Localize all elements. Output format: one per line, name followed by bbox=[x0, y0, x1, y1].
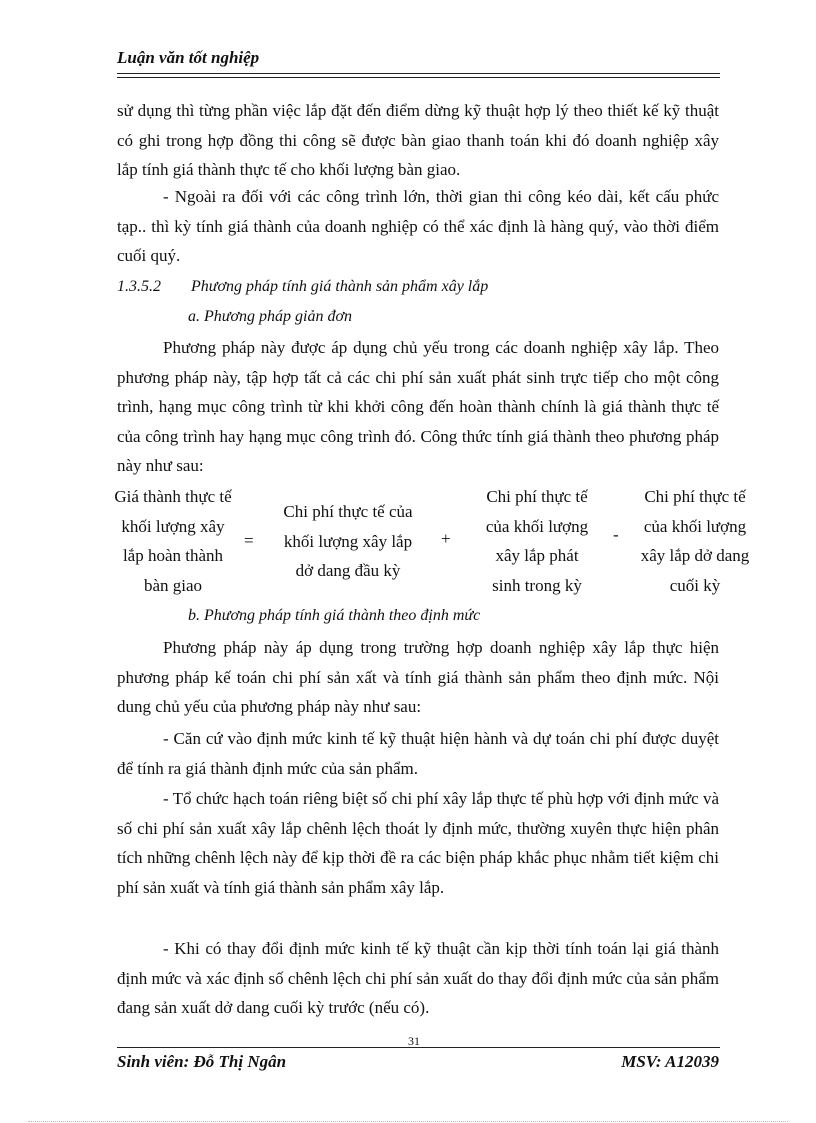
header-rule-bottom bbox=[117, 77, 720, 78]
paragraph-5: - Căn cứ vào định mức kinh tế kỹ thuật hiện hành và dự toán chi phí được duyệt để tính ra giá thành định mức của sản phẩm. bbox=[117, 729, 719, 778]
page-edge-divider bbox=[28, 1121, 788, 1122]
paragraph-4: Phương pháp này áp dụng trong trường hợp doanh nghiệp xây lắp thực hiện phương pháp kế toán chi phí sản xất và tính giá thành sản phẩm theo định mức. Nội dung chủ yếu của phương pháp này như sau: bbox=[117, 638, 719, 716]
section-title: Phương pháp tính giá thành sản phẩm xây lắp bbox=[191, 278, 489, 295]
formula-equals: = bbox=[244, 531, 254, 550]
header-title: Luận văn tốt nghiệp bbox=[117, 48, 260, 67]
formula-term-total: Giá thành thực tế khối lượng xây lắp hoàn thành bàn giao bbox=[114, 487, 232, 595]
paragraph-1: sử dụng thì từng phần việc lắp đặt đến điểm dừng kỹ thuật hợp lý theo thiết kế kỹ thuật có ghi trong hợp đồng thi công sẽ được bàn giao thanh toán khi đó doanh nghiệp xây lắp tính giá thành thực tế cho khối lượng bàn giao. bbox=[117, 101, 719, 179]
subheading-b: b. Phương pháp tính giá thành theo định mức bbox=[188, 607, 481, 624]
footer-rule bbox=[117, 1047, 720, 1048]
formula-term-opening-wip: Chi phí thực tế của khối lượng xây lắp dở dang đầu kỳ bbox=[283, 502, 413, 580]
subheading-a: a. Phương pháp giản đơn bbox=[188, 308, 353, 325]
section-number: 1.3.5.2 bbox=[117, 278, 161, 295]
footer-student-name: Sinh viên: Đỗ Thị Ngân bbox=[117, 1052, 287, 1071]
formula-plus: + bbox=[441, 529, 451, 548]
paragraph-3: Phương pháp này được áp dụng chủ yếu trong các doanh nghiệp xây lắp. Theo phương pháp này, tập hợp tất cả các chi phí sản xuất phát sinh trực tiếp cho một công trình, hạng mục công trình từ khi khởi công đến hoàn thành chính là giá thành thực tế của công trình hay hạng mục công trình đó. Công thức tính giá thành theo phương pháp này như sau: bbox=[117, 338, 719, 475]
paragraph-2: - Ngoài ra đối với các công trình lớn, thời gian thi công kéo dài, kết cấu phức tạp.. thì kỳ tính giá thành của doanh nghiệp có thể xác định là hàng quý, vào thời điểm cuối quý. bbox=[117, 187, 719, 265]
formula-term-closing-wip: Chi phí thực tế của khối lượng xây lắp dở dang cuối kỳ bbox=[640, 487, 750, 595]
footer-student-id: MSV: A12039 bbox=[621, 1052, 719, 1071]
paragraph-7: - Khi có thay đổi định mức kinh tế kỹ thuật cần kịp thời tính toán lại giá thành định mức và xác định số chênh lệch chi phí sản xuất do thay đổi định mức của sản phẩm đang sản xuất dở dang cuối kỳ trước (nếu có). bbox=[117, 939, 719, 1017]
paragraph-6: - Tổ chức hạch toán riêng biệt số chi phí xây lắp thực tế phù hợp với định mức và số chi phí sản xuất xây lắp chênh lệch thoát ly định mức, thường xuyên thực hiện phân tích những chênh lệch này để kịp thời đề ra các biện pháp khắc phục nhằm tiết kiệm chi phí sản xuất và tính giá thành sản phẩm xây lắp. bbox=[117, 789, 719, 897]
formula-term-period-cost: Chi phí thực tế của khối lượng xây lắp phát sinh trong kỳ bbox=[485, 487, 589, 595]
page-number: 31 bbox=[408, 1034, 420, 1048]
header-rule-top bbox=[117, 73, 720, 74]
formula-minus: - bbox=[613, 525, 619, 544]
